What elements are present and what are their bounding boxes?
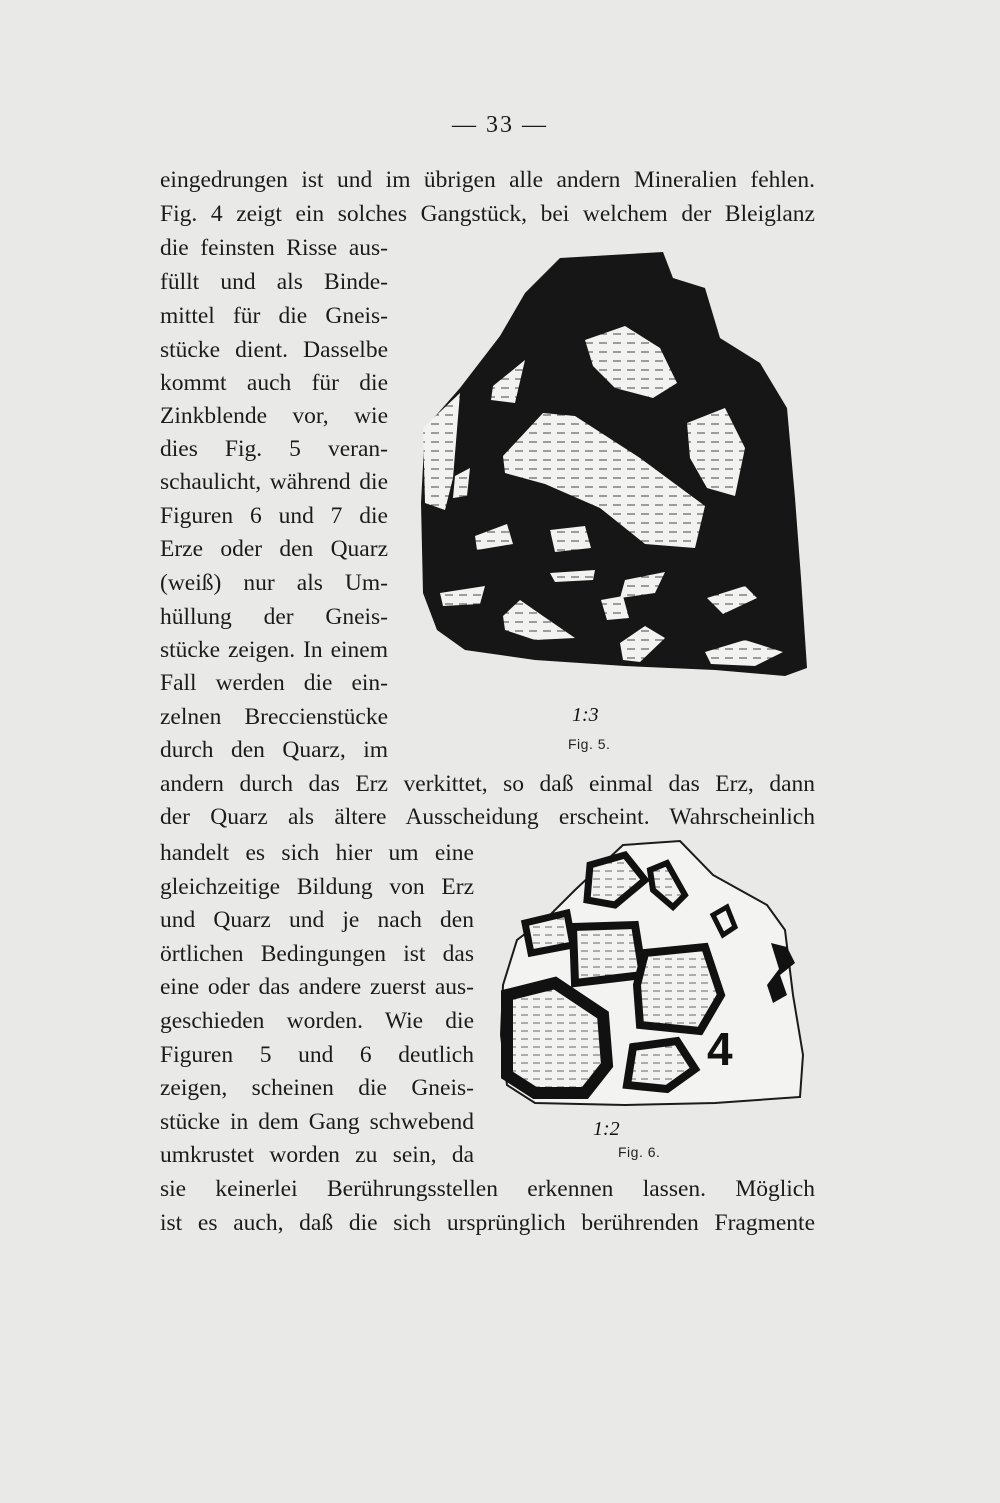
text-line: eine oder das andere zuerst aus- (160, 974, 474, 1000)
text-line: andern durch das Erz verkittet, so daß einmal das Erz, dann (160, 771, 815, 797)
text-line: Erze oder den Quarz (160, 536, 388, 562)
text-line: umkrustet worden zu sein, da (160, 1142, 474, 1168)
text-line: dies Fig. 5 veran- (160, 436, 388, 462)
text-line: ist es auch, daß die sich ursprünglich berührenden Fragmente (160, 1210, 815, 1236)
text-line: die feinsten Risse aus- (160, 235, 388, 261)
text-line: stücke in dem Gang schwebend (160, 1109, 474, 1135)
text-line: örtlichen Bedingungen ist das (160, 941, 474, 967)
text-line: zelnen Breccienstücke (160, 704, 388, 730)
text-line: stücke dient. Dasselbe (160, 337, 388, 363)
text-line: geschieden worden. Wie die (160, 1008, 474, 1034)
page-number: — 33 — (452, 112, 548, 138)
figure-5-caption: Fig. 5. (568, 736, 611, 752)
text-line: zeigen, scheinen die Gneis- (160, 1075, 474, 1101)
text-line: der Quarz als ältere Ausscheidung erscheint. Wahrscheinlich (160, 804, 815, 830)
text-line: hüllung der Gneis- (160, 604, 388, 630)
text-line: eingedrungen ist und im übrigen alle andern Mineralien fehlen. (160, 167, 815, 193)
text-line: gleichzeitige Bildung von Erz (160, 874, 474, 900)
text-line: durch den Quarz, im (160, 737, 388, 763)
text-line: schaulicht, während die (160, 469, 388, 495)
text-line: handelt es sich hier um eine (160, 840, 474, 866)
text-line: Fig. 4 zeigt ein solches Gangstück, bei welchem der Bleiglanz (160, 201, 815, 227)
text-line: füllt und als Binde- (160, 269, 388, 295)
text-line: Fall werden die ein- (160, 670, 388, 696)
text-line: kommt auch für die (160, 370, 388, 396)
text-line: stücke zeigen. In einem (160, 637, 388, 663)
figure-6-illustration (495, 835, 815, 1120)
text-line: Figuren 6 und 7 die (160, 503, 388, 529)
figure-6-caption: Fig. 6. (618, 1144, 661, 1160)
text-line: mittel für die Gneis- (160, 303, 388, 329)
figure-5-scale: 1:3 (572, 704, 599, 726)
text-line: Figuren 5 und 6 deutlich (160, 1042, 474, 1068)
figure-6-scale: 1:2 (593, 1118, 620, 1140)
figure-6-fragment-label: 4 (707, 1023, 733, 1075)
figure-5-illustration (415, 248, 815, 698)
text-line: und Quarz und je nach den (160, 907, 474, 933)
text-line: (weiß) nur als Um- (160, 570, 388, 596)
text-line: sie keinerlei Berührungsstellen erkennen lassen. Möglich (160, 1176, 815, 1202)
text-line: Zinkblende vor, wie (160, 403, 388, 429)
